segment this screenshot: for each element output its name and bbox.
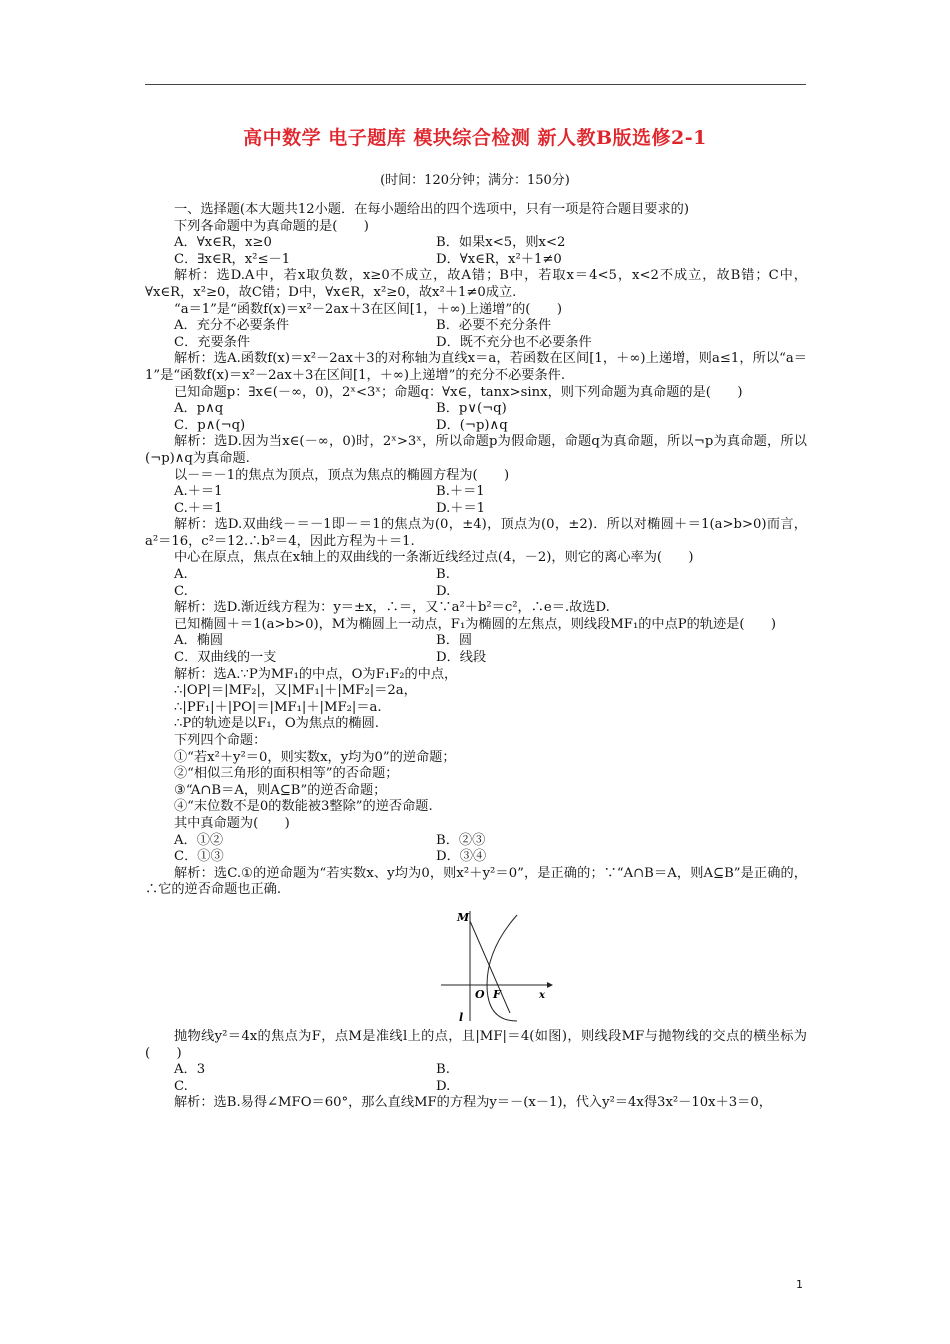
parabola-lower [487,985,517,1021]
text-line: ④“末位数不是0的数能被3整除”的逆否命题. [174,799,433,815]
option-b: B. [436,567,450,583]
text-line: 其中真命题为( ) [174,815,290,831]
text-line: 解析：选D.A中，若x取负数，x≥0不成立，故A错；B中，若取x＝4<5，x<2不成立，故B错；C中，∀x∈R，x²≥0，故C错；D中，∀x∈R，x²≥0，故x²＋1≠0成立. [145,268,807,300]
option-b: B．p∨(¬q) [436,401,507,417]
option-b: D. [436,1078,451,1094]
option-row [145,584,807,601]
option-a: C．双曲线的一支 [174,650,277,666]
option-row [145,318,807,335]
page-title: 高中数学 电子题库 模块综合检测 新人教B版选修2-1 [243,127,707,149]
option-a: A．椭圆 [174,633,224,649]
option-a: A．3 [174,1062,206,1078]
option-b: D．∀x∈R，x²＋1≠0 [436,251,562,267]
option-a: C．p∧(¬q) [174,417,246,433]
option-row [145,252,807,269]
option-a: A．充分不必要条件 [174,318,290,334]
label-m: M [457,910,470,924]
x-axis-arrow [547,982,553,988]
option-b: D.＋＝1 [436,500,486,516]
option-row [145,849,807,866]
text-line: ∴P的轨迹是以F₁，O为焦点的椭圆. [174,716,379,732]
option-a: A．∀x∈R，x≥0 [174,235,272,251]
option-row [145,335,807,352]
text-line: 中心在原点，焦点在x轴上的双曲线的一条渐近线经过点(4，－2)，则它的离心率为( ) [174,550,694,566]
option-a: C．①③ [174,849,224,865]
parabola-figure [145,905,807,1025]
text-line: 解析：选D.双曲线－＝－1即－＝1的焦点为(0，±4)，顶点为(0，±2)．所以对椭圆＋＝1(a>b>0)而言，a²＝16，c²＝12.∴b²＝4，因此方程为＋＝1. [145,517,807,549]
parabola-diagram [435,905,555,1025]
option-b: D．既不充分也不必要条件 [436,334,592,350]
option-row [145,418,807,435]
option-b: D．线段 [436,650,487,666]
option-row [145,501,807,518]
text-line: ∴|OP|＝|MF₂|，又|MF₁|＋|MF₂|＝2a， [174,683,417,699]
text-line: 下列四个命题： [174,733,267,748]
text-line: ③“A∩B＝A，则A⊆B”的逆否命题； [174,782,387,798]
text-line: ②“相似三角形的面积相等”的否命题； [174,766,399,782]
option-a: C. [174,1078,188,1094]
text-line: 已知椭圆＋＝1(a>b>0)，M为椭圆上一动点，F₁为椭圆的左焦点，则线段MF₁的中点P的轨迹是( ) [174,616,777,632]
header-rule [145,84,806,85]
text-line: ①“若x²＋y²＝0，则实数x，y均为0”的逆命题； [174,749,456,765]
parabola-upper [487,915,517,985]
option-a: A. [174,567,188,583]
text-line: 解析：选A.∵P为MF₁的中点，O为F₁F₂的中点， [174,666,458,682]
option-row [145,235,807,252]
page-subtitle: (时间：120分钟；满分：150分) [380,173,570,188]
option-row [145,1062,807,1079]
label-f: F [493,987,501,1001]
document-body [145,202,807,1112]
label-o: O [475,987,485,1001]
option-a: A．①② [174,832,224,848]
text-line: 一、选择题(本大题共12小题．在每小题给出的四个选项中，只有一项是符合题目要求的) [174,202,690,217]
option-b: B.＋＝1 [436,484,485,500]
label-l: l [459,1010,464,1024]
option-a: C．充要条件 [174,334,251,350]
option-b: B. [436,1062,450,1078]
text-line: 解析：选A.函数f(x)＝x²－2ax＋3的对称轴为直线x＝a，若函数在区间[1，＋∞)上递增，则a≤1，所以“a＝1”是“函数f(x)＝x²－2ax＋3在区间[1，＋∞)上递增”的充分不必要条件. [145,351,807,383]
label-x: x [539,989,545,1001]
option-b: B．圆 [436,633,473,649]
text-line: 下列各命题中为真命题的是( ) [174,218,369,234]
option-b: D．③④ [436,849,487,865]
text-line: ∴|PF₁|＋|PO|＝|MF₁|＋|MF₂|＝a. [174,699,382,715]
option-row [145,650,807,667]
option-b: B．②③ [436,832,486,848]
option-a: C．∃x∈R，x²≤－1 [174,251,291,267]
text-line: 解析：选B.易得∠MFO＝60°，那么直线MF的方程为y＝－(x－1)，代入y²＝4x得3x²－10x＋3＝0， [174,1095,772,1111]
option-a: C.＋＝1 [174,500,223,516]
text-line: 抛物线y²＝4x的焦点为F，点M是准线l上的点，且|MF|＝4(如图)，则线段MF与抛物线的交点的横坐标为( ) [145,1028,807,1061]
option-b: B．必要不充分条件 [436,318,552,334]
option-a: C. [174,583,188,599]
option-a: A．p∧q [174,401,224,417]
option-row [145,633,807,650]
text-line: 解析：选D.渐近线方程为：y＝±x，∴＝，又∵a²＋b²＝c²，∴e＝.故选D. [174,600,610,616]
text-line: 解析：选D.因为当x∈(－∞，0)时，2ˣ>3ˣ，所以命题p为假命题，命题q为真命题，所以¬p为真命题，所以(¬p)∧q为真命题. [145,434,807,466]
option-a: A.＋＝1 [174,484,223,500]
page-number: 1 [796,1278,803,1291]
option-row [145,484,807,501]
text-line: 解析：选C.①的逆命题为“若实数x、y均为0，则x²＋y²＝0”，是正确的；∵“A∩B＝A，则A⊆B”是正确的，∴它的逆否命题也正确. [145,865,807,898]
text-line: 以－＝－1的焦点为顶点，顶点为焦点的椭圆方程为( ) [174,467,510,483]
option-row [145,833,807,850]
option-b: B．如果x<5，则x<2 [436,235,566,251]
text-line: “a＝1”是“函数f(x)＝x²－2ax＋3在区间[1，＋∞)上递增”的( ) [174,301,562,317]
option-row [145,567,807,584]
option-b: D. [436,583,451,599]
text-line: 已知命题p：∃x∈(－∞，0)，2ˣ<3ˣ；命题q：∀x∈，tanx>sinx，则下列命题为真命题的是( ) [174,384,743,400]
option-row [145,1079,807,1096]
option-row [145,401,807,418]
option-b: D．(¬p)∧q [436,417,508,433]
